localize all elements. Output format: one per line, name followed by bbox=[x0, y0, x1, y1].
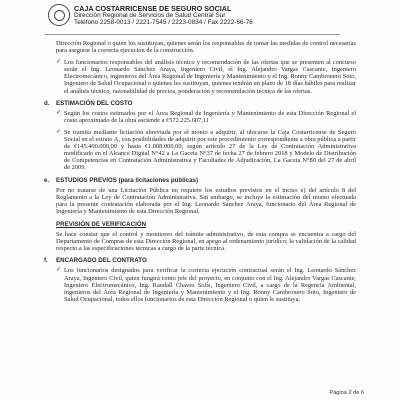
document-body bbox=[44, 40, 356, 308]
checkmark-icon: ✓ bbox=[56, 128, 62, 135]
ccss-logo-icon bbox=[48, 4, 70, 26]
item-text: Los funcionarios responsables del análisis técnico y recomendación de las ofertas que se presenten al concurso serán el Ing. Leonardo Sánchez Araya, Ingeniero Civil, el Ing. Alejandro Vargas Cascante, Ingeniero Electromecánico, ingenieros del Área Regional de Ingeniería y Mantenimiento y el Ing. Ronny Cambronero Soto, Ingeniero de Salud Ocupacional o quienes les sustituyan, quienes tendrán un plazo de 18 días hábiles para realizar el análisis técnico, razonabilidad de precios, ponderación y recomendación técnica de las ofertas. bbox=[64, 59, 356, 95]
prevision-heading: PREVISIÓN DE VERIFICACIÓN bbox=[56, 220, 147, 228]
list-item bbox=[56, 59, 356, 94]
section-title: ESTIMACIÓN DEL COSTO bbox=[56, 99, 133, 107]
list-item bbox=[56, 110, 356, 124]
list-item bbox=[56, 129, 356, 172]
checkmark-icon: ✓ bbox=[56, 109, 62, 116]
section-heading-e bbox=[44, 176, 356, 184]
list-item bbox=[56, 267, 356, 302]
section-number: f. bbox=[44, 257, 48, 265]
checkmark-icon: ✓ bbox=[56, 59, 62, 66]
item-text: Se tramita mediante licitación abreviada por el monto a adquirir, al ubicarse la Caja Costarricense de Seguro Social en el estrato A, con posibilidades de adquirir por este procedimiento correspondiente a obra pública a partir de ¢145.400.000,00 y hasta ¢1.008.000,00, según artículo 27 de la Ley de Contratación Administrativa modificado en el Alcance Digital N°42 a La Gaceta N°37 de fecha 27 de febrero 2018 y Modelo de Distribución de Competencias en Contratación Administrativa y Facultades de Adjudicación, La Gaceta N°80 del 27 de abril de 2009. bbox=[64, 128, 356, 172]
letterhead-text bbox=[74, 5, 354, 26]
section-number: e. bbox=[44, 176, 50, 184]
checkmark-icon: ✓ bbox=[56, 267, 62, 274]
section-title: ENCARGADO DEL CONTRATO bbox=[56, 257, 147, 265]
dept-name: Dirección Regional de Servicios de Salud Central Sur bbox=[74, 12, 226, 19]
section-heading-f bbox=[44, 257, 356, 265]
item-text: Según los costos estimados por el Área Regional de Ingeniería y Mantenimiento de esta Dirección Regional el costo aproximado de la obra asciende a ¢572.225.607,11 bbox=[64, 109, 356, 124]
item-text: Los funcionarios designados para verificar la correcta ejecución contractual serán el Ing. Leonardo Sánchez Araya, Ingeniero Civil, quien fungirá como jefe del proyecto, en conjunto con el Ing. Alejandro Vargas Cascante, Ingeniero Electromecánico, Ing. Randall Chaves Solís, Ingeniero Civil, a cargo de la Regencia Ambiental, ingenieros del Área Regional de Ingeniería y Mantenimiento y el Ing. Ronny Cambronero Soto, Ingeniero de Salud Ocupacional, todos ellos funcionarios de esta Dirección Regional o quien le sustituya. bbox=[64, 267, 356, 303]
contact-phones: Teléfono 2258-0013 / 2221-7545 / 2223-0834 / Fax 2222-66-76 bbox=[74, 19, 253, 26]
section-e-paragraph: Por no tratarse de una Licitación Pública no requiere los estudios previstos en el inciso e) del artículo 8 del Reglamento a la Ley de Contratación Administrativa. Sin embargo, se incluye la estimación del monto efectuada para la presente contratación elaborada por el Ing. Leonardo Sánchez Araya, funcionario del Área Regional de Ingeniería y Mantenimiento de esta Dirección Regional. bbox=[56, 186, 356, 215]
letterhead bbox=[48, 4, 348, 34]
org-name: CAJA COSTARRICENSE DE SEGURO SOCIAL bbox=[74, 4, 232, 13]
section-title: ESTUDIOS PREVIOS (para licitaciones públicas) bbox=[56, 176, 199, 184]
section-number: d. bbox=[44, 99, 50, 107]
intro-paragraph: Dirección Regional o quien los sustituyan, quienes serán los responsables de tomar las medidas de control necesarias para asegurar la correcta ejecución de la construcción. bbox=[56, 40, 356, 55]
header-divider bbox=[45, 34, 340, 35]
page-number: Página 2 de 6 bbox=[329, 390, 364, 396]
prevision-paragraph: Se hace constar que el control y monitoreo del trámite administrativo, de esta compra se encuentra a cargo del Departamento de Compras de esta Dirección Regional, en apego al ordenamiento jurídico; la validación de la calidad respecto a las especificaciones técnicas a cargo de la parte técnica. bbox=[56, 231, 356, 253]
section-heading-d bbox=[44, 99, 356, 107]
